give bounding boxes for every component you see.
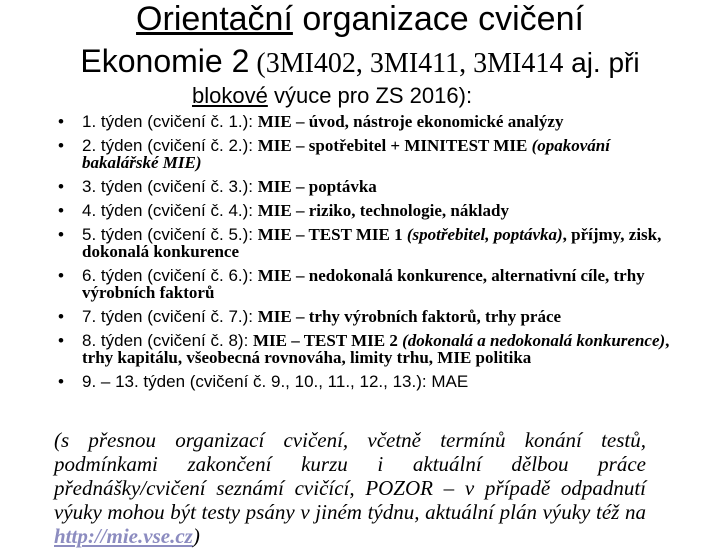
note-close: ) bbox=[192, 524, 200, 548]
list-item bbox=[0, 226, 720, 260]
week-label: 8. týden (cvičení č. 8): bbox=[82, 331, 254, 350]
list-item bbox=[0, 137, 720, 171]
list-item bbox=[0, 113, 720, 130]
week-topic-rest: , příjmy, zisk, dokonalá konkurence bbox=[82, 225, 662, 261]
title-line-3 bbox=[192, 82, 472, 110]
week-topic: MIE – TEST MIE 1 bbox=[257, 225, 407, 244]
course-codes: (3MI402, 3MI411, 3MI414 bbox=[249, 48, 564, 79]
week-topic: MIE – riziko, technologie, náklady bbox=[257, 201, 509, 220]
week-label: 1. týden (cvičení č. 1.): bbox=[82, 112, 258, 131]
title-line-3-rest: výuce pro ZS 2016): bbox=[267, 83, 473, 108]
week-label: 6. týden (cvičení č. 6.): bbox=[82, 266, 258, 285]
week-topic-note: (dokonalá a nedokonalá konkurence) bbox=[402, 331, 666, 350]
list-item bbox=[0, 267, 720, 301]
week-topic: MIE – spotřebitel + MINITEST MIE bbox=[257, 136, 532, 155]
bullet: • bbox=[58, 112, 64, 131]
title-line-3-underlined: blokové bbox=[192, 83, 268, 108]
week-schedule-list bbox=[0, 113, 720, 397]
week-label: 2. týden (cvičení č. 2.): bbox=[82, 136, 258, 155]
week-label: 4. týden (cvičení č. 4.): bbox=[82, 201, 258, 220]
title-underlined-word: Orientační bbox=[136, 0, 293, 38]
week-label: 9. – 13. týden (cvičení č. 9., 10., 11., 12., 13.): bbox=[82, 372, 432, 391]
list-item bbox=[0, 308, 720, 325]
organization-note bbox=[54, 428, 646, 548]
note-text: (s přesnou organizací cvičení, včetně termínů konání testů, podmínkami zakončení kurzu i aktuální dělbou práce přednášky/cvičení seznámí cvičící, POZOR – v případě odpadnutí výuky mohou být testy psány v jiném týdnu, aktuální plán výuky též na bbox=[54, 428, 646, 524]
bullet: • bbox=[58, 177, 64, 196]
title-line-1-rest: organizace cvičení bbox=[292, 0, 584, 38]
bullet: • bbox=[58, 136, 64, 155]
week-topic: MIE – poptávka bbox=[257, 177, 377, 196]
list-item bbox=[0, 178, 720, 195]
week-topic-rest: , trhy kapitálu, všeobecná rovnováha, limity trhu, MIE politika bbox=[82, 331, 670, 367]
bullet: • bbox=[58, 331, 64, 350]
title-line-1 bbox=[0, 0, 720, 38]
bullet: • bbox=[58, 266, 64, 285]
bullet: • bbox=[58, 201, 64, 220]
week-topic: MAE bbox=[431, 372, 469, 391]
list-item bbox=[0, 373, 720, 390]
list-item bbox=[0, 202, 720, 219]
week-label: 3. týden (cvičení č. 3.): bbox=[82, 177, 258, 196]
week-topic: MIE – úvod, nástroje ekonomické analýzy bbox=[257, 112, 564, 131]
week-label: 7. týden (cvičení č. 7.): bbox=[82, 307, 258, 326]
title-line-2 bbox=[0, 42, 720, 83]
list-item bbox=[0, 332, 720, 366]
bullet: • bbox=[58, 307, 64, 326]
week-topic: MIE – trhy výrobních faktorů, trhy práce bbox=[257, 307, 562, 326]
bullet: • bbox=[58, 225, 64, 244]
title-line-2-tail: aj. při bbox=[563, 47, 640, 78]
week-topic-note: (opakování bakalářské MIE) bbox=[82, 136, 610, 172]
week-topic: MIE – TEST MIE 2 bbox=[253, 331, 403, 350]
course-website-link[interactable]: http://mie.vse.cz bbox=[54, 524, 193, 548]
week-topic: MIE – nedokonalá konkurence, alternativní cíle, trhy výrobních faktorů bbox=[82, 266, 645, 302]
course-name: Ekonomie 2 bbox=[80, 43, 250, 79]
week-topic-note: (spotřebitel, poptávka) bbox=[406, 225, 563, 244]
week-label: 5. týden (cvičení č. 5.): bbox=[82, 225, 258, 244]
bullet: • bbox=[58, 372, 64, 391]
